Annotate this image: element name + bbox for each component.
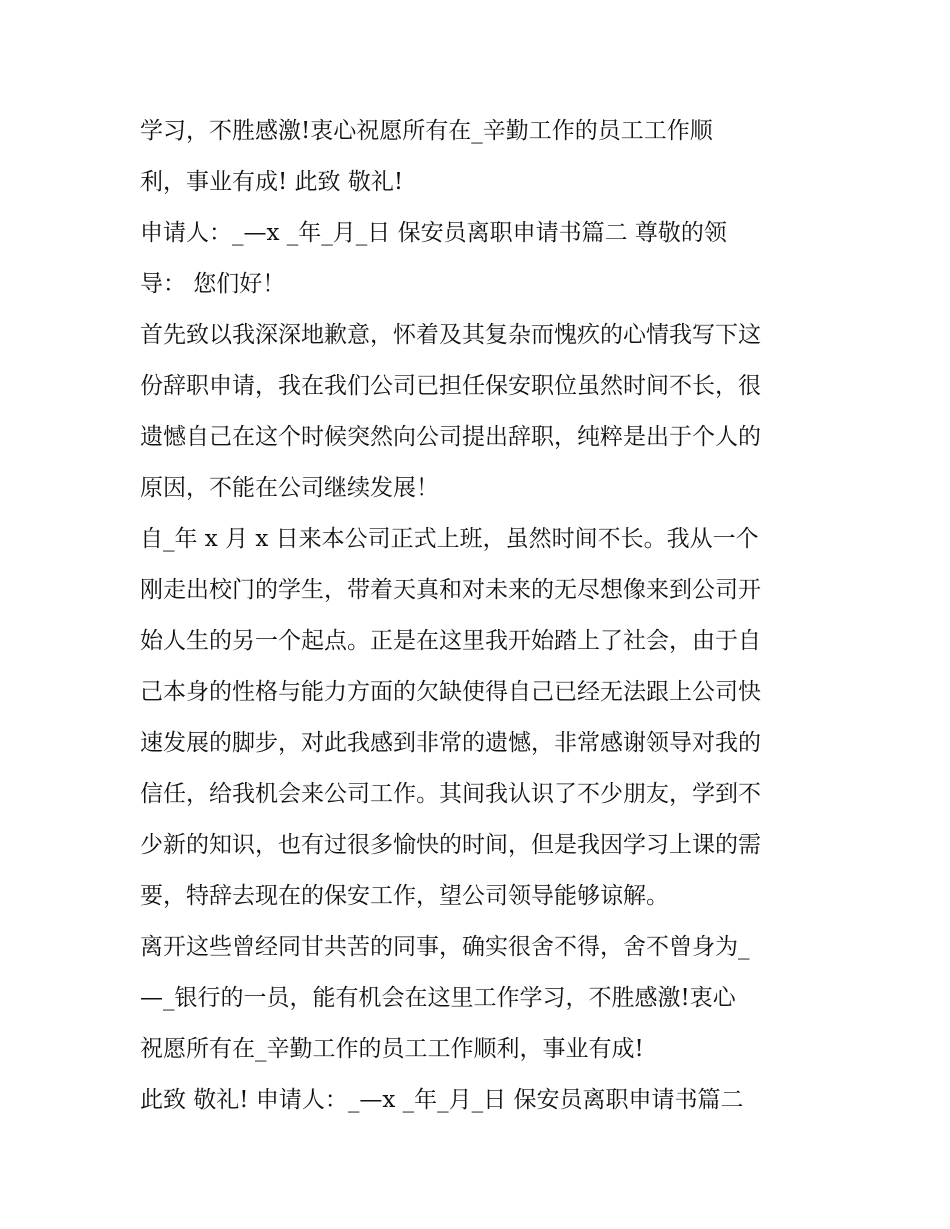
text-line: 始人生的另一个起点。正是在这里我开始踏上了社会，由于自	[140, 628, 761, 654]
text-line: 首先致以我深深地歉意，怀着及其复杂而愧疚的心情我写下这	[140, 322, 761, 348]
document-body	[140, 106, 820, 1126]
text-line: 刚走出校门的学生，带着天真和对未来的无尽想像来到公司开	[140, 577, 761, 603]
text-line: 祝愿所有在_辛勤工作的员工工作顺利，事业有成!	[140, 1036, 644, 1062]
text-line: 利，事业有成! 此致 敬礼!	[140, 169, 404, 195]
text-line: 学习，不胜感激!衷心祝愿所有在_辛勤工作的员工工作顺	[140, 118, 713, 144]
text-line: 信任，给我机会来公司工作。其间我认识了不少朋友，学到不	[140, 781, 761, 807]
text-line: 自_年 x 月 x 日来本公司正式上班，虽然时间不长。我从一个	[140, 526, 759, 552]
text-line: 此致 敬礼! 申请人：_—x _年_月_日 保安员离职申请书篇二	[140, 1087, 744, 1113]
text-line: 速发展的脚步，对此我感到非常的遗憾，非常感谢领导对我的	[140, 730, 761, 756]
text-line: 遗憾自己在这个时候突然向公司提出辞职，纯粹是出于个人的	[140, 424, 761, 450]
text-line: —_银行的一员，能有机会在这里工作学习，不胜感激!衷心	[140, 985, 736, 1011]
text-line: 要，特辞去现在的保安工作，望公司领导能够谅解。	[140, 883, 669, 909]
text-line: 份辞职申请，我在我们公司已担任保安职位虽然时间不长，很	[140, 373, 761, 399]
text-line: 原因，不能在公司继续发展！	[140, 475, 439, 501]
text-line: 少新的知识，也有过很多愉快的时间，但是我因学习上课的需	[140, 832, 761, 858]
text-line: 导： 您们好！	[140, 271, 286, 297]
text-line: 离开这些曾经同甘共苦的同事，确实很舍不得，舍不曾身为_	[140, 934, 750, 960]
text-line: 己本身的性格与能力方面的欠缺使得自己已经无法跟上公司快	[140, 679, 761, 705]
text-line: 申请人：_—x _年_月_日 保安员离职申请书篇二 尊敬的领	[140, 220, 727, 246]
